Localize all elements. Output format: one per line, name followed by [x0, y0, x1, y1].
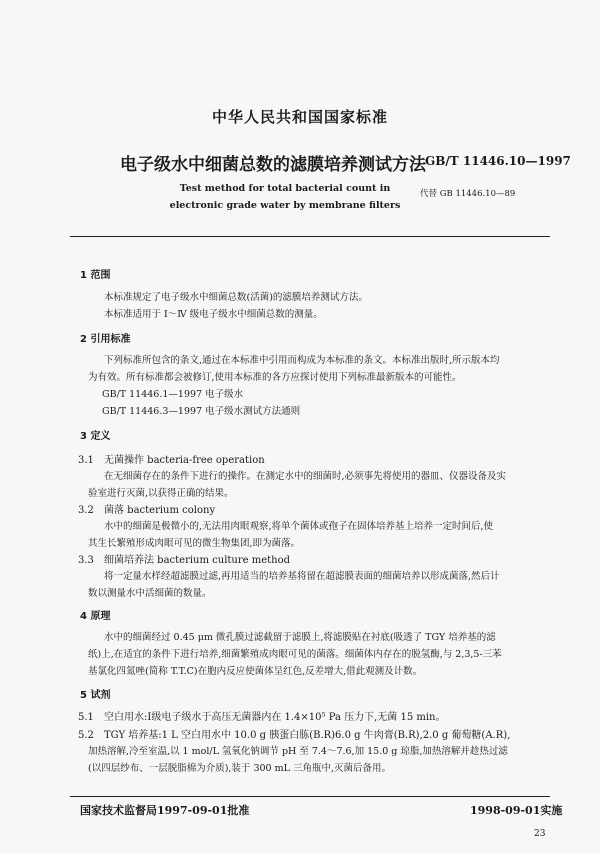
definition-number: 3.2 [78, 505, 94, 516]
principle-line: 基氯化四氮唑(简称 T.T.C)在胞内反应使菌体呈红色,反差增大,借此观测及计数。 [88, 666, 423, 677]
section-1-line: 本标准规定了电子级水中细菌总数(活菌)的滤膜培养测试方法。 [104, 292, 368, 303]
section-2-line: 为有效。所有标准都会被修订,使用本标准的各方应探讨使用下列标准最新版本的可能性。 [88, 372, 462, 383]
reagent-text: 空白用水:Ⅰ级电子级水于高压无菌器内在 1.4×10⁵ Pa 压力下,无菌 15 min。 [104, 712, 446, 723]
section-3-heading: 3 定义 [80, 431, 111, 442]
section-4-heading: 4 原理 [80, 611, 111, 622]
definition-3-3-title [78, 551, 290, 566]
definition-number: 3.3 [78, 555, 94, 566]
header-rule [70, 236, 550, 237]
reagent-line: 加热溶解,冷至室温,以 1 mol/L 氢氧化钠调节 pH 至 7.4～7.6,加 15.0 g 琼脂,加热溶解并趁热过滤 [88, 746, 508, 757]
definition-term: 菌落 bacterium colony [104, 505, 216, 516]
reference-item: GB/T 11446.1—1997 电子级水 [102, 389, 244, 400]
definition-line: 将一定量水样经超滤膜过滤,再用适当的培养基将留在超滤膜表面的细菌培养以形成菌落,然后计 [104, 571, 500, 582]
reagent-5-2 [78, 726, 510, 741]
standard-code: GB/T 11446.10—1997 [425, 154, 571, 168]
definition-line: 在无细菌存在的条件下进行的操作。在测定水中的细菌时,必须事先将使用的器皿、仪器设备及实 [104, 471, 507, 482]
title-chinese: 电子级水中细菌总数的滤膜培养测试方法 [120, 155, 426, 175]
section-2-line: 下列标准所包含的条文,通过在本标准中引用而构成为本标准的条文。本标准出版时,所示版本均 [104, 355, 500, 366]
reagent-5-1 [78, 708, 446, 723]
national-standard-heading: 中华人民共和国国家标准 [211, 108, 388, 126]
definition-line: 验室进行灭菌,以获得正确的结果。 [88, 488, 234, 499]
definition-number: 3.1 [78, 455, 94, 466]
section-2-heading: 2 引用标准 [80, 334, 131, 345]
principle-line: 纸)上,在适宜的条件下进行培养,细菌繁殖成肉眼可见的菌落。细菌体内存在的脱氢酶,与 2,3,5-三苯 [88, 649, 502, 660]
title-english-line1: Test method for total bacterial count in [179, 183, 391, 194]
title-english-line2: electronic grade water by membrane filters [169, 200, 401, 211]
section-5-heading: 5 试剂 [80, 690, 111, 701]
page-number: 23 [534, 829, 546, 839]
replaces-standard: 代替 GB 11446.10—89 [420, 189, 516, 199]
definition-line: 数以测量水中活细菌的数量。 [88, 588, 212, 599]
footer-rule [70, 796, 550, 797]
definition-term: 无菌操作 bacteria-free operation [104, 455, 265, 466]
definition-3-2-title [78, 501, 215, 516]
definition-line: 其生长繁殖形成肉眼可见的微生物集团,即为菌落。 [88, 538, 301, 549]
definition-3-1-title [78, 451, 265, 466]
definition-term: 细菌培养法 bacterium culture method [104, 555, 291, 566]
reagent-number: 5.1 [78, 712, 94, 723]
section-1-heading: 1 范围 [80, 270, 111, 281]
implementation-date: 1998-09-01实施 [470, 804, 563, 817]
reagent-line: (以四层纱布、一层脱脂棉为介质),装于 300 mL 三角瓶中,灭菌后备用。 [88, 763, 391, 774]
approval-date: 国家技术监督局1997-09-01批准 [80, 804, 250, 817]
definition-line: 水中的细菌是极微小的,无法用肉眼观察,将单个菌体或孢子在固体培养基上培养一定时间后,使 [104, 521, 494, 532]
principle-line: 水中的细菌经过 0.45 μm 微孔膜过滤截留于滤膜上,将滤膜贴在衬底(吸透了 TGY 培养基的滤 [104, 632, 496, 643]
reference-item: GB/T 11446.3—1997 电子级水测试方法通则 [102, 406, 301, 417]
section-1-line: 本标准适用于 Ⅰ～Ⅳ 级电子级水中细菌总数的测量。 [104, 309, 323, 320]
reagent-text: TGY 培养基:1 L 空白用水中 10.0 g 胰蛋白胨(B.R)6.0 g 牛肉膏(B.R),2.0 g 葡萄糖(A.R), [104, 730, 511, 741]
reagent-number: 5.2 [78, 730, 94, 741]
